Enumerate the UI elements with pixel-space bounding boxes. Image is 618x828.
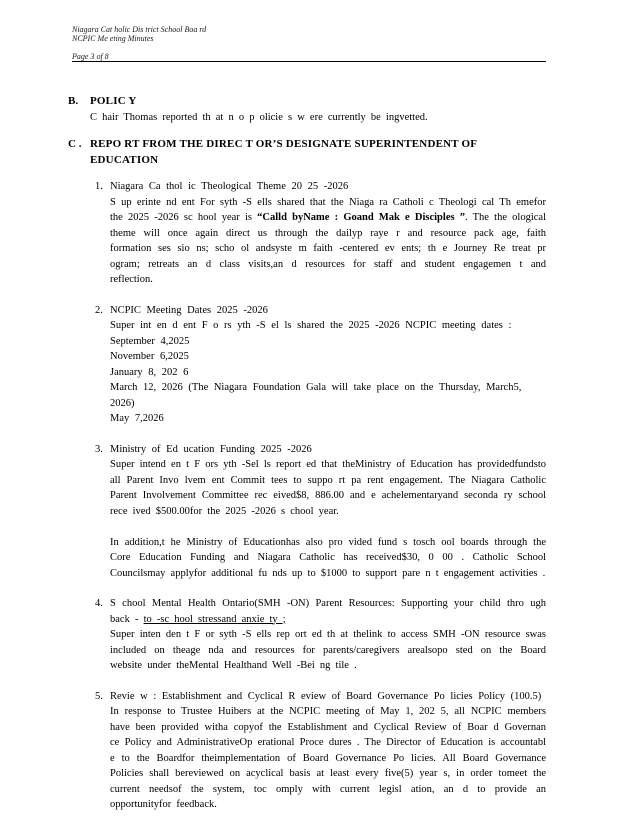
- item-4-heading: [110, 596, 546, 627]
- section-c-title: REPO RT FROM THE DIREC T OR’S DESIGNATE SUPERINTENDENT OF EDUCATION: [90, 138, 477, 166]
- item-1-para-pre: S up erinte nd ent For syth -S ells shared that the Niaga ra Catholi c Theologi cal Th emefor the 2025 -2026 sc hool year is: [110, 196, 546, 223]
- meeting-date: January 8, 202 6: [110, 366, 189, 378]
- meeting-date: November 6,2025: [110, 351, 189, 362]
- item-1-number: 1.: [95, 181, 103, 192]
- item-1-paragraph: [110, 195, 546, 288]
- section-b-title: POLIC Y: [90, 95, 137, 107]
- item-1-para-post: . The the ological theme will once again direct us through the dailyp raye r and resource pack age, faith formation ses sio ns; scho ol andsyste m faith -centered ev ents; th e Journey Re treat pr ogram; retreats an d class visits,an d resources for staff and student engagemen t and reflection.: [110, 212, 546, 285]
- item-ministry-funding: [95, 442, 546, 582]
- section-b: [68, 94, 546, 125]
- item-3-number: 3.: [95, 443, 103, 455]
- item-4-heading-underlined: to -sc hool stressand anxie ty ;: [143, 613, 286, 625]
- page-number: Page 3 of 8: [72, 52, 109, 61]
- meeting-date: September 4,2025: [110, 335, 190, 347]
- section-c-letter: C .: [68, 138, 82, 150]
- section-b-letter: B.: [68, 95, 79, 107]
- document-body: [68, 94, 546, 828]
- item-3-heading: Ministry of Ed ucation Funding 2025 -2026: [110, 443, 312, 455]
- item-smhon-resources: [95, 596, 546, 674]
- header-divider-rule: [72, 61, 546, 62]
- item-1-theme-quote: “Calld byName : Goand Mak e Disciples ”: [257, 212, 466, 223]
- item-theological-theme: [95, 179, 546, 288]
- item-4-paragraph: Super inten den t F or syth -S ells rep ort ed th at thelink to access SMH -ON resource swas included on theage nda and resources for parents/caregivers arealsopo sted on the Board website under theMental Healthand Well -Bei ng tile .: [110, 629, 546, 671]
- document-header: [72, 25, 206, 61]
- header-doc-title: NCPIC Me eting Minutes: [72, 34, 154, 43]
- item-governance-review: [95, 689, 546, 813]
- item-4-heading-pre: S chool Mental Health Ontario(SMH -ON) Parent Resources: Supporting your child thro ugh back -: [110, 598, 546, 625]
- item-meeting-dates: [95, 303, 546, 427]
- item-2-number: 2.: [95, 304, 103, 316]
- item-5-heading: Revie w : Establishment and Cyclical R eview of Board Governance Po licies Policy (100.5): [110, 690, 542, 702]
- section-b-body: C hair Thomas reported th at n o p olicie s w ere currently be ingvetted.: [90, 111, 428, 123]
- item-5-paragraph: In response to Trustee Huibers at the NCPIC meeting of May 1, 202 5, all NCPIC members have been provided witha copyof the Establishment and Cyclical Review of Boar d Governan ce Policy and AdministrativeOp erational Proce dures . The Director of Education is accountabl e to the Boardfor theimplementation of Board Governance Po licies. All Board Governance Policies shall bereviewed on acyclical basis at least every five(5) year s, in order tomeet the current needsof the system, toc omply with current legisl ation, an d to provide an opportunityfor feedback.: [110, 706, 546, 810]
- item-5-number: 5.: [95, 690, 103, 702]
- section-c: [68, 137, 546, 168]
- paragraph-spacer: [110, 519, 546, 535]
- item-3-paragraph-2: In addition,t he Ministry of Educationhas also pro vided fund s tosch ool boards through the Core Education Funding and Niagara Catholic has received$30, 0 00 . Catholic School Councilsmay applyfor additional fu nds up to $1000 to support pare n t engagement activities .: [110, 536, 546, 579]
- item-2-intro: Super int en d ent F o rs yth -S el ls shared the 2025 -2026 NCPIC meeting dates :: [110, 320, 512, 331]
- header-board-name: Niagara Cat holic Dis trict School Boa rd: [72, 25, 207, 34]
- numbered-items: [95, 179, 546, 813]
- meeting-date: May 7,2026: [110, 413, 164, 424]
- item-3-paragraph-1: Super intend en t F ors yth -Sel ls report ed that theMinistry of Education has providedfundsto all Parent Invo lvem ent Commit tees to suppo rt pa rent engagement. The Niagara Catholic Parent Involvement Committee rec eived$8, 886.00 and e achelementaryand seconda ry school rece ived $500.00for the 2025 -2026 s chool year.: [110, 459, 546, 517]
- item-1-heading: Niagara Ca thol ic Theological Theme 20 25 -2026: [110, 181, 349, 192]
- item-4-number: 4.: [95, 598, 103, 609]
- item-2-heading: NCPIC Meeting Dates 2025 -2026: [110, 304, 268, 316]
- meeting-date: March 12, 2026 (The Niagara Foundation Gala will take place on the Thursday, March5, 2026): [110, 382, 522, 409]
